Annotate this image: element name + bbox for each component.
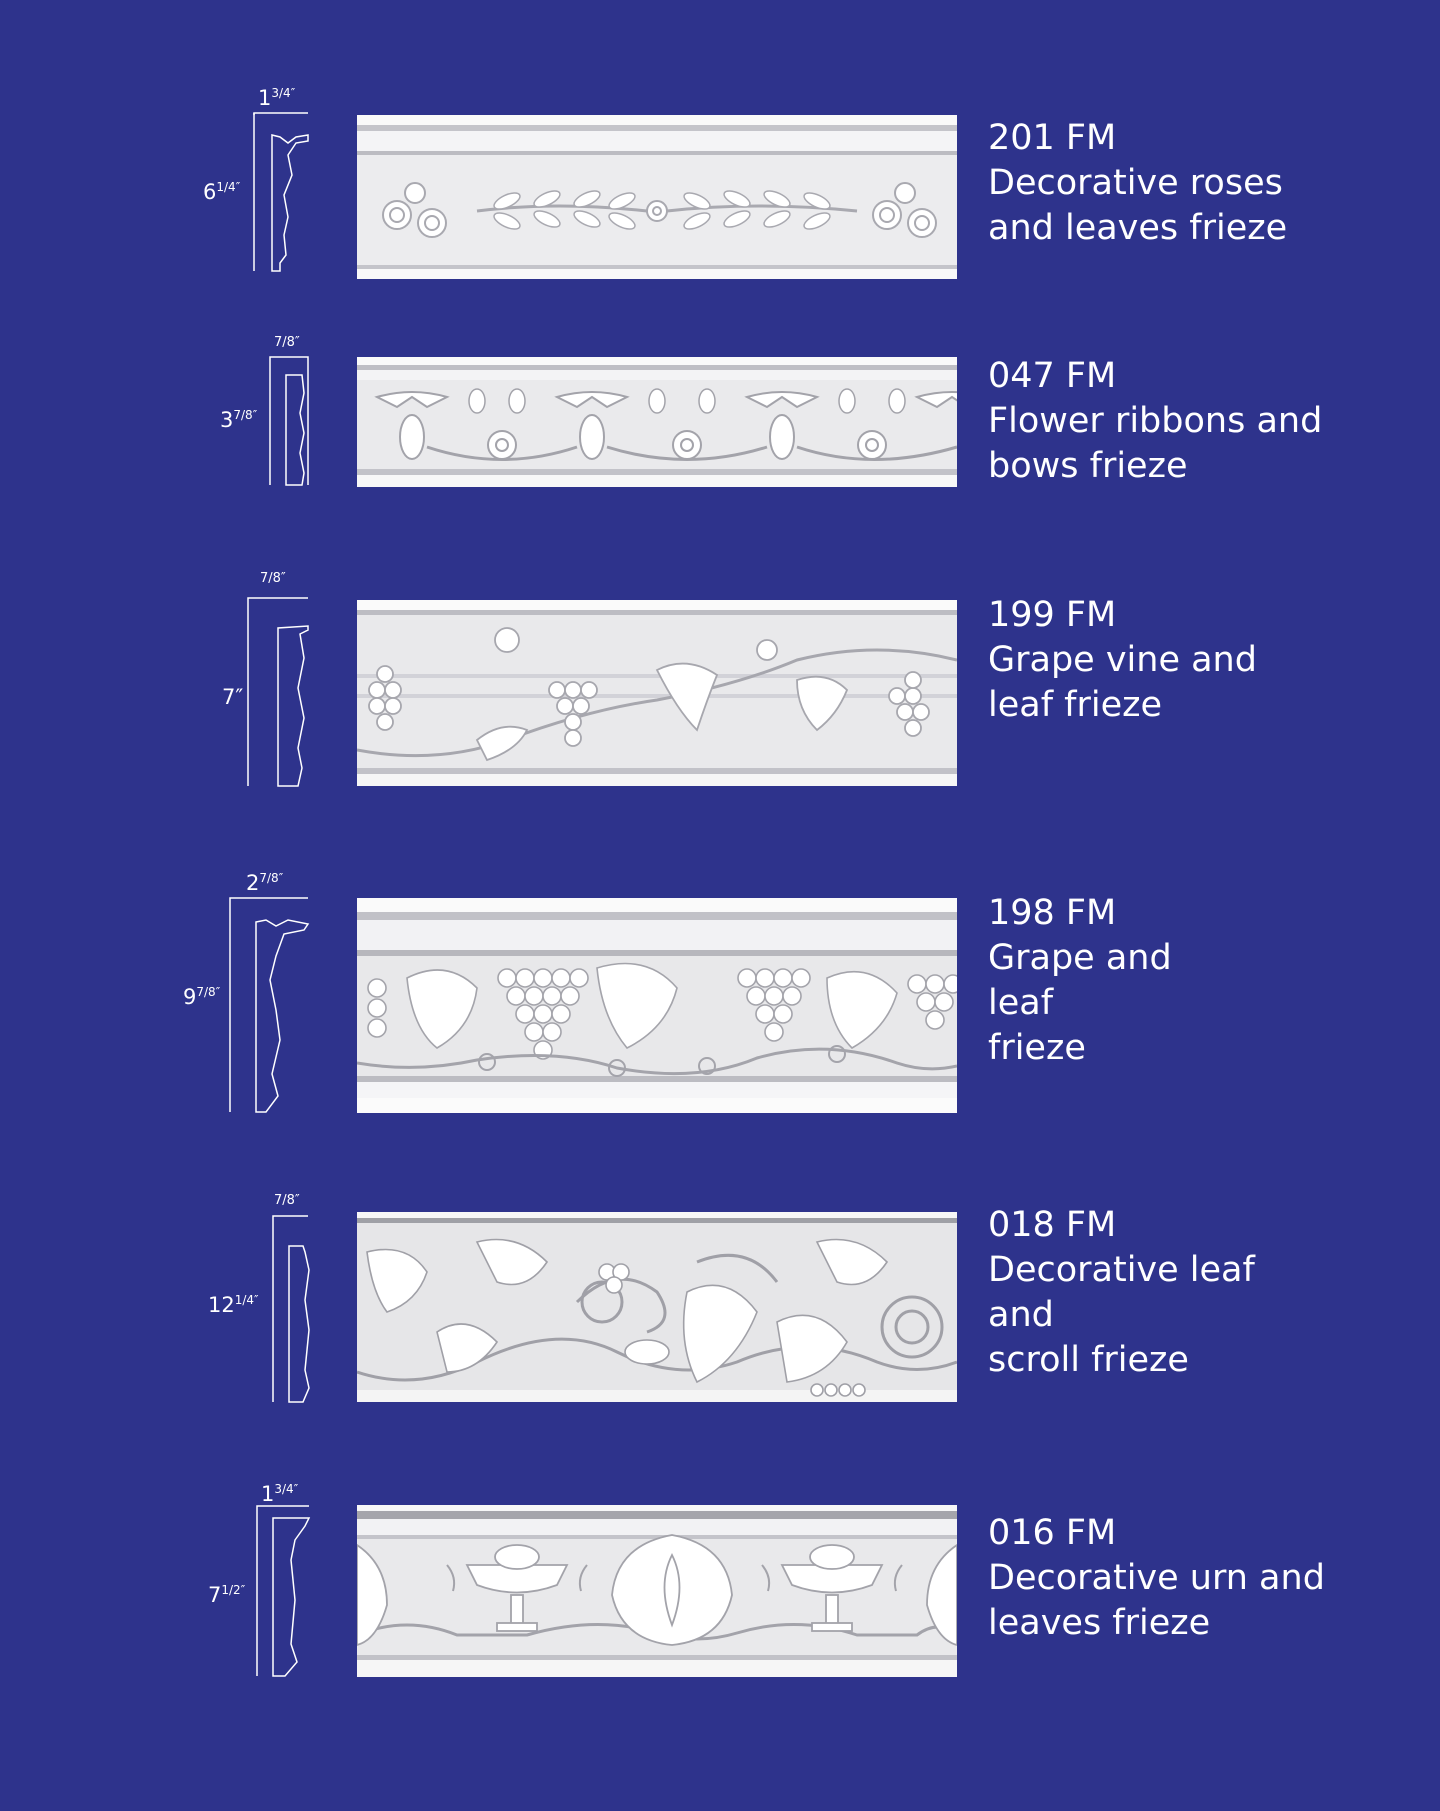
- height-dimension: $3^{7/8''}$: [220, 408, 258, 432]
- width-dimension: $2^{7/8''}$: [246, 871, 284, 895]
- product-code: 018 FM: [988, 1205, 1117, 1245]
- product-title-line: frieze: [988, 1028, 1086, 1068]
- width-dimension: $1^{3/4''}$: [258, 86, 296, 110]
- product-title-line: leaf frieze: [988, 685, 1163, 725]
- product-description: [988, 354, 1322, 489]
- height-dimension: $9^{7/8''}$: [183, 985, 221, 1009]
- width-dimension: 7/8″: [274, 335, 300, 350]
- width-dimension: 7/8″: [274, 1193, 300, 1208]
- profile-drawing: [205, 1480, 330, 1680]
- product-title-line: scroll frieze: [988, 1340, 1189, 1380]
- product-title-line: and leaves frieze: [988, 208, 1288, 248]
- product-title-line: and: [988, 1295, 1054, 1335]
- frieze-image: [357, 115, 957, 279]
- height-dimension: $12^{1/4''}$: [208, 1293, 259, 1317]
- profile-drawing: [200, 85, 320, 275]
- frieze-image: [357, 600, 957, 786]
- product-description: [988, 593, 1257, 728]
- product-code: 016 FM: [988, 1513, 1117, 1553]
- profile-drawing: [180, 870, 330, 1115]
- product-description: [988, 891, 1172, 1071]
- product-title-line: Grape and: [988, 938, 1172, 978]
- profile-drawing: [218, 568, 328, 788]
- product-title-line: Decorative urn and: [988, 1558, 1325, 1598]
- product-title-line: Flower ribbons and: [988, 401, 1323, 441]
- profile-outline: [218, 568, 328, 788]
- height-dimension: 7″: [222, 685, 244, 709]
- profile-drawing: [210, 333, 320, 493]
- height-dimension: $7^{1/2''}$: [208, 1583, 246, 1607]
- frieze-image: [357, 898, 957, 1113]
- product-code: 201 FM: [988, 118, 1117, 158]
- product-title-line: leaf: [988, 983, 1054, 1023]
- product-description: [988, 116, 1287, 251]
- product-code: 198 FM: [988, 893, 1117, 933]
- profile-outline: [205, 1480, 330, 1680]
- product-code: 047 FM: [988, 356, 1117, 396]
- frieze-image: [357, 357, 957, 487]
- product-title-line: Grape vine and: [988, 640, 1257, 680]
- frieze-image: [357, 1212, 957, 1402]
- product-code: 199 FM: [988, 595, 1117, 635]
- product-description: [988, 1203, 1255, 1383]
- profile-drawing: [205, 1190, 330, 1405]
- product-title-line: Decorative leaf: [988, 1250, 1255, 1290]
- product-title-line: bows frieze: [988, 446, 1188, 486]
- height-dimension: $6^{1/4''}$: [203, 180, 241, 204]
- frieze-image: [357, 1505, 957, 1677]
- width-dimension: $1^{3/4''}$: [261, 1482, 299, 1506]
- product-title-line: leaves frieze: [988, 1603, 1211, 1643]
- product-title-line: Decorative roses: [988, 163, 1283, 203]
- width-dimension: 7/8″: [260, 571, 286, 586]
- product-description: [988, 1511, 1325, 1646]
